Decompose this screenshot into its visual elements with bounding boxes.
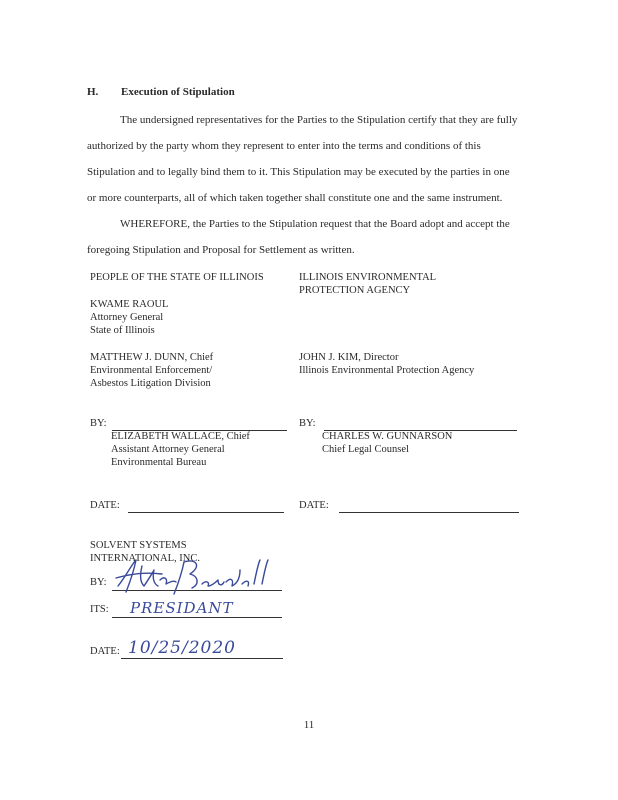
- left-official1-block: [90, 298, 168, 337]
- official-title: State of Illinois: [90, 325, 155, 336]
- signer-title: Assistant Attorney General: [111, 444, 225, 455]
- company-its-line[interactable]: [112, 617, 282, 618]
- company-its-label: ITS:: [90, 604, 109, 615]
- official-title: Asbestos Litigation Division: [90, 378, 211, 389]
- right-date-line[interactable]: [339, 512, 519, 513]
- signer-name: CHARLES W. GUNNARSON: [322, 431, 453, 442]
- party-name-line: PROTECTION AGENCY: [299, 285, 411, 296]
- company-name-line: SOLVENT SYSTEMS: [90, 540, 187, 551]
- left-date-line[interactable]: [128, 512, 284, 513]
- section-number: H.: [87, 86, 99, 98]
- signer-title: Environmental Bureau: [111, 457, 207, 468]
- paragraph-certification: [87, 107, 539, 211]
- official-title: Illinois Environmental Protection Agency: [299, 365, 475, 376]
- company-by-label: BY:: [90, 577, 107, 588]
- section-heading: [87, 86, 235, 98]
- right-official-block: [299, 351, 474, 377]
- right-date-label: DATE:: [299, 500, 329, 511]
- paragraph-line: authorized by the party whom they represent to enter into the terms and conditions of this: [87, 140, 481, 152]
- paragraph-line: Stipulation and to legally bind them to it. This Stipulation may be executed by the parties in one: [87, 166, 510, 178]
- paragraph-line: The undersigned representatives for the Parties to the Stipulation certify that they are fully: [120, 114, 518, 126]
- right-party-name: [299, 271, 436, 297]
- company-date-value: 10/25/2020: [128, 638, 236, 658]
- party-name-line: ILLINOIS ENVIRONMENTAL: [299, 272, 437, 283]
- left-official2-block: [90, 351, 213, 390]
- official-name: JOHN J. KIM, Director: [299, 352, 399, 363]
- company-date-line[interactable]: [121, 658, 283, 659]
- company-its-value: PRESIDANT: [130, 599, 234, 617]
- left-by-label: BY:: [90, 418, 107, 429]
- company-name-line: INTERNATIONAL, INC.: [90, 553, 200, 564]
- official-name: MATTHEW J. DUNN, Chief: [90, 352, 214, 363]
- paragraph-line: foregoing Stipulation and Proposal for Settlement as written.: [87, 244, 355, 256]
- official-title: Attorney General: [90, 312, 164, 323]
- paragraph-line: WHEREFORE, the Parties to the Stipulation request that the Board adopt and accept the: [120, 218, 510, 230]
- signer-name: ELIZABETH WALLACE, Chief: [111, 431, 250, 442]
- paragraph-line: or more counterparts, all of which taken together shall constitute one and the same instrument.: [87, 192, 503, 204]
- page-number: 11: [303, 719, 315, 731]
- left-date-label: DATE:: [90, 500, 120, 511]
- handwritten-signature: [112, 556, 272, 598]
- company-date-label: DATE:: [90, 646, 120, 657]
- section-title: Execution of Stipulation: [121, 86, 235, 98]
- left-signer-block: [111, 430, 250, 469]
- signer-title: Chief Legal Counsel: [322, 444, 409, 455]
- right-by-label: BY:: [299, 418, 316, 429]
- right-signer-block: [322, 430, 452, 456]
- official-title: Environmental Enforcement/: [90, 365, 213, 376]
- left-party-name: PEOPLE OF THE STATE OF ILLINOIS: [90, 272, 264, 283]
- paragraph-wherefore: [87, 211, 539, 263]
- official-name: KWAME RAOUL: [90, 299, 169, 310]
